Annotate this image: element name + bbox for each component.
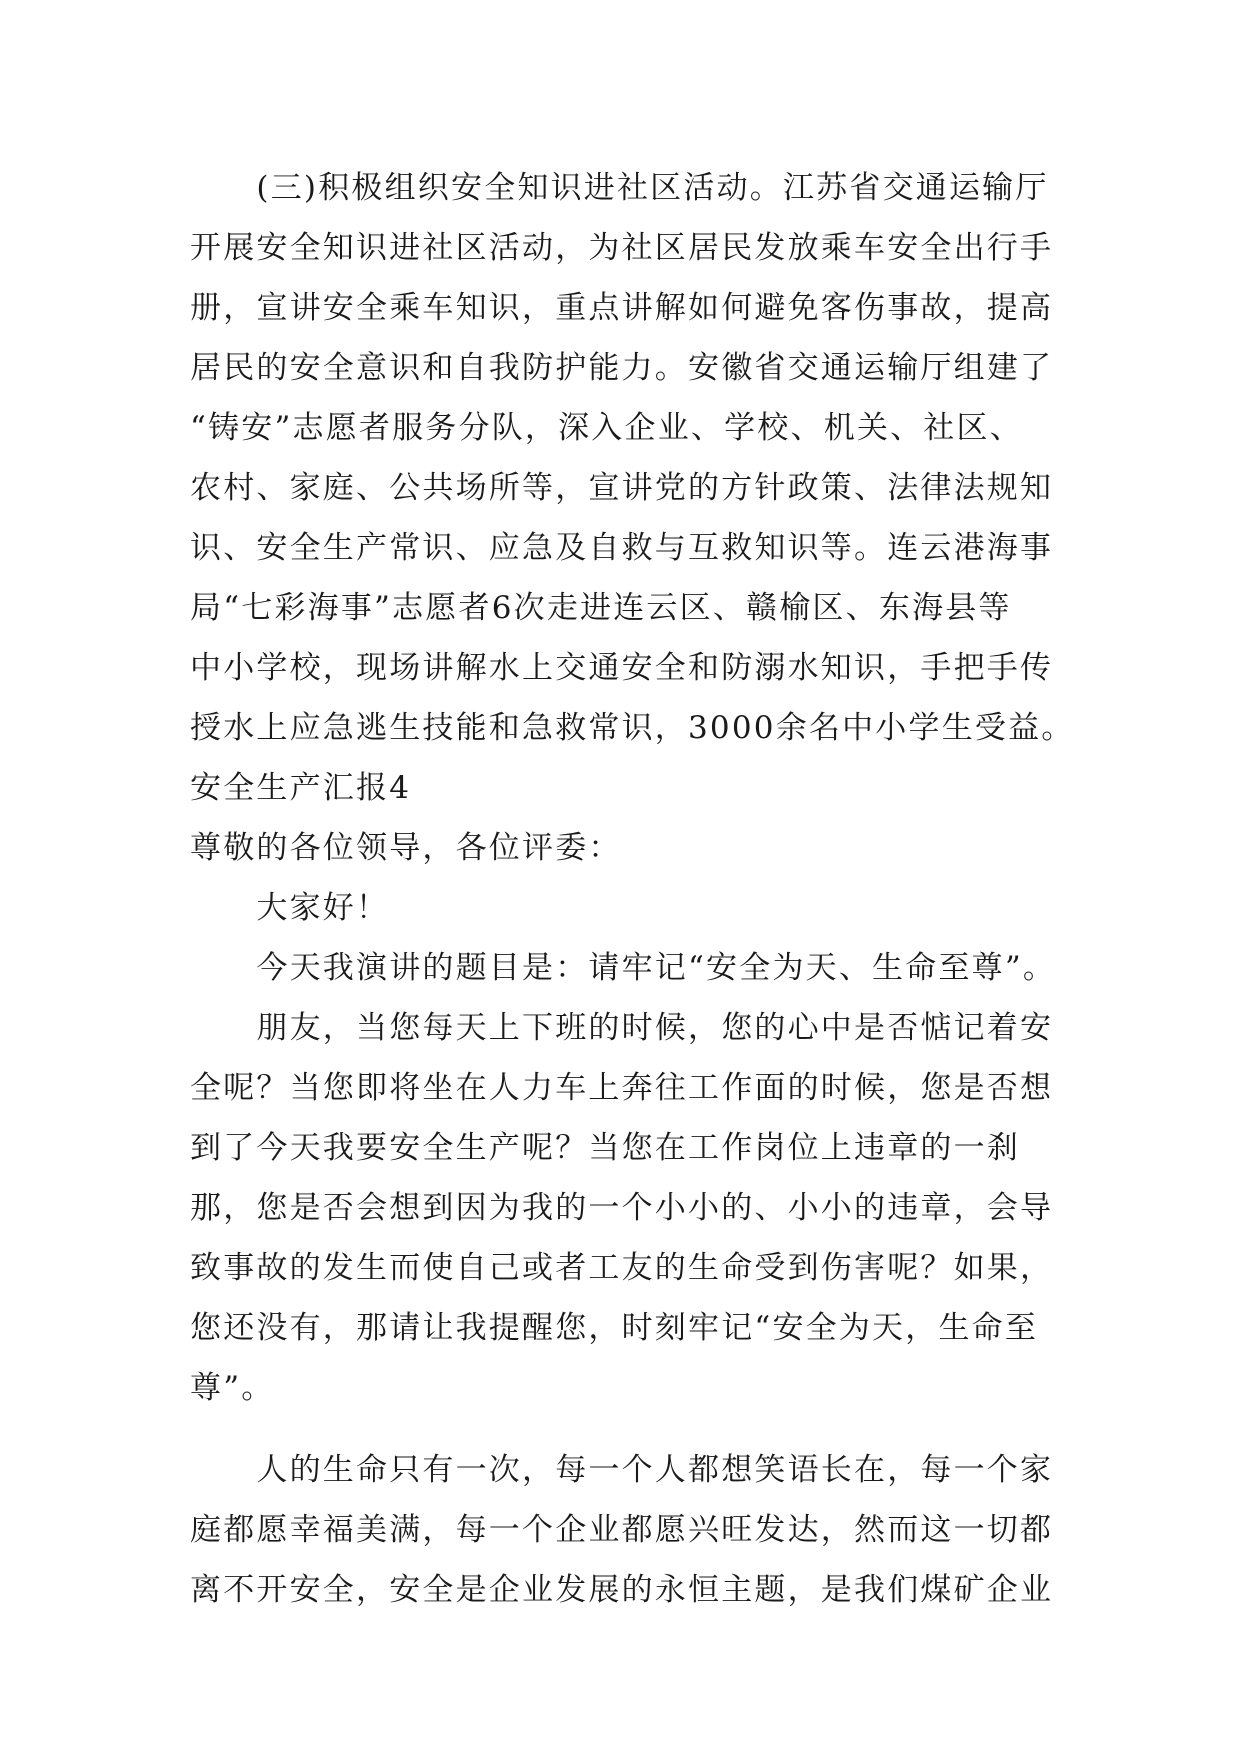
text-line: 到了今天我要安全生产呢？当您在工作岗位上违章的一刹 <box>190 1130 1020 1166</box>
text-line: 局“七彩海事”志愿者6次走进连云区、赣榆区、东海县等 <box>190 590 1012 626</box>
text-line: 致事故的发生而使自己或者工友的生命受到伤害呢？如果， <box>190 1250 1054 1286</box>
text-line: 那，您是否会想到因为我的一个小小的、小小的违章，会导 <box>190 1190 1054 1226</box>
text-line: 开展安全知识进社区活动，为社区居民发放乘车安全出行手 <box>190 230 1054 266</box>
text-line: 中小学校，现场讲解水上交通安全和防溺水知识，手把手传 <box>190 650 1054 686</box>
greeting <box>190 878 1070 938</box>
text-line: 农村、家庭、公共场所等，宣讲党的方针政策、法律法规知 <box>190 470 1054 506</box>
text-line: 离不开安全，安全是企业发展的永恒主题，是我们煤矿企业 <box>190 1572 1054 1608</box>
text-line: 居民的安全意识和自我防护能力。安徽省交通运输厅组建了 <box>190 350 1054 386</box>
text-line: 庭都愿幸福美满，每一个企业都愿兴旺发达，然而这一切都 <box>190 1512 1054 1548</box>
text-line: 人的生命只有一次，每一个人都想笑语长在，每一个家 <box>190 1452 1054 1488</box>
text-line: 识、安全生产常识、应急及自救与互救知识等。连云港海事 <box>190 530 1054 566</box>
text-line: “铸安”志愿者服务分队，深入企业、学校、机关、社区、 <box>190 410 1023 446</box>
greeting-text: 大家好！ <box>190 890 390 926</box>
text-line: (三)积极组织安全知识进社区活动。江苏省交通运输厅 <box>190 170 1049 206</box>
salutation <box>190 818 1070 878</box>
section-heading <box>190 758 1070 818</box>
paragraph-friend-reminder <box>190 998 1070 1418</box>
text-line: 朋友，当您每天上下班的时候，您的心中是否惦记着安 <box>190 1010 1054 1046</box>
document-page <box>190 158 1075 1620</box>
text-line: 尊”。 <box>190 1370 275 1406</box>
text-line: 您还没有，那请让我提醒您，时刻牢记“安全为天，生命至 <box>190 1310 1039 1346</box>
text-line: 授水上应急逃生技能和急救常识，3000余名中小学生受益。 <box>190 710 1075 746</box>
paragraph-community-activities <box>190 158 1075 758</box>
speech-topic <box>190 938 1070 998</box>
text-line: 册，宣讲安全乘车知识，重点讲解如何避免客伤事故，提高 <box>190 290 1054 326</box>
salutation-text: 尊敬的各位领导，各位评委： <box>190 830 622 866</box>
topic-text: 今天我演讲的题目是：请牢记“安全为天、生命至尊”。 <box>190 950 1057 986</box>
heading-text: 安全生产汇报4 <box>190 770 412 806</box>
paragraph-life-once <box>190 1440 1070 1620</box>
text-line: 全呢？当您即将坐在人力车上奔往工作面的时候，您是否想 <box>190 1070 1054 1106</box>
